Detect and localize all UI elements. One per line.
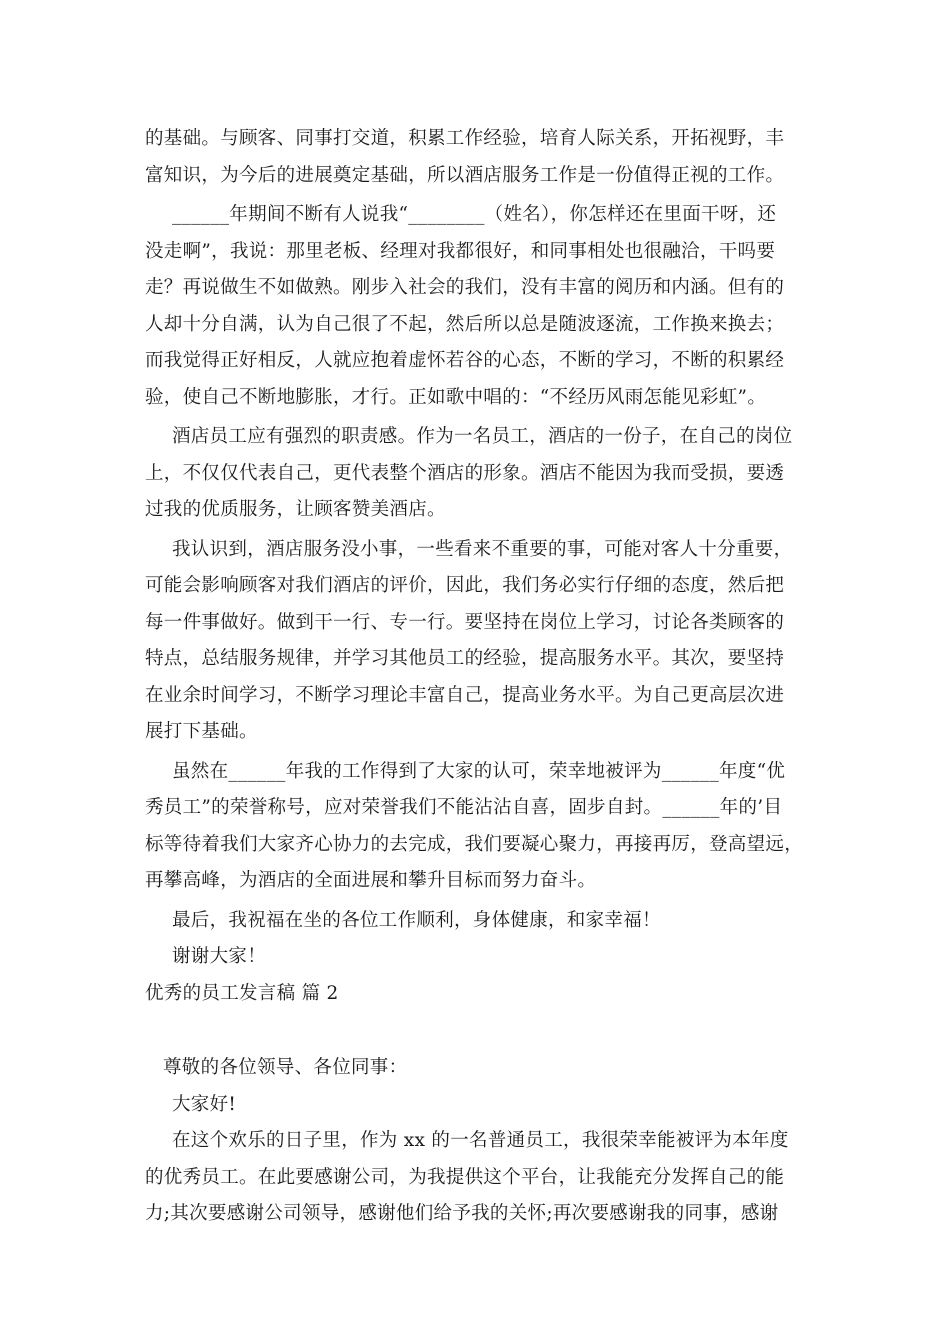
text-line: 特点，总结服务规律，并学习其他员工的经验，提高服务水平。其次，要坚持 bbox=[145, 648, 785, 669]
section-title: 优秀的员工发言稿 篇 2 bbox=[145, 982, 339, 1004]
text-line: 最后，我祝福在坐的各位工作顺利，身体健康，和家幸福！ bbox=[172, 909, 661, 931]
text-line: 而我觉得正好相反，人就应抱着虚怀若谷的心态，不断的学习，不断的积累经 bbox=[145, 350, 785, 371]
text-line: 的优秀员工。在此要感谢公司，为我提供这个平台，让我能充分发挥自己的能 bbox=[145, 1166, 785, 1188]
text-line: 标等待着我们大家齐心协力的去完成，我们要凝心聚力，再接再厉，登高望远， bbox=[145, 833, 804, 855]
text-line: 可能会影响顾客对我们酒店的评价，因此，我们务必实行仔细的态度，然后把 bbox=[145, 575, 785, 596]
document-body bbox=[145, 121, 805, 1233]
text-line: 秀员工”的荣誉称号，应对荣誉我们不能沾沾自喜，固步自封。______年的’目 bbox=[145, 797, 783, 818]
text-line: 验，使自己不断地膨胀，才行。正如歌中唱的：“不经历风雨怎能见彩虹”。 bbox=[145, 386, 767, 408]
text-line: 富知识，为今后的进展奠定基础，所以酒店服务工作是一份值得正视的工作。 bbox=[145, 164, 785, 186]
text-line: 在业余时间学习，不断学习理论丰富自己，提高业务水平。为自己更高层次进 bbox=[145, 684, 785, 706]
text-line: 在这个欢乐的日子里，作为 xx 的一名普通员工，我很荣幸能被评为本年度 bbox=[172, 1130, 789, 1151]
text-line: 走？再说做生不如做熟。刚步入社会的我们，没有丰富的阅历和内涵。但有的 bbox=[145, 277, 785, 298]
text-line: 的基础。与顾客、同事打交道，积累工作经验，培育人际关系，开拓视野，丰 bbox=[145, 128, 785, 149]
text-line: 再攀高峰，为酒店的全面进展和攀升目标而努力奋斗。 bbox=[145, 870, 597, 891]
text-line: 我认识到，酒店服务没小事，一些看来不重要的事，可能对客人十分重要， bbox=[172, 538, 793, 560]
text-line: 上，不仅仅代表自己，更代表整个酒店的形象。酒店不能因为我而受损，要透 bbox=[145, 462, 785, 484]
text-line: 谢谢大家！ bbox=[172, 946, 267, 967]
text-line: 人却十分自满，认为自己很了不起，然后所以总是随波逐流，工作换来换去； bbox=[145, 313, 785, 335]
text-line: 力;其次要感谢公司领导，感谢他们给予我的关怀;再次要感谢我的同事，感谢 bbox=[145, 1203, 779, 1224]
text-line: 虽然在______年我的工作得到了大家的认可，荣幸地被评为______年度“优 bbox=[172, 760, 786, 782]
text-line: 酒店员工应有强烈的职责感。作为一名员工，酒店的一份子，在自己的岗位 bbox=[172, 426, 793, 447]
text-line: 每一件事做好。做到干一行、专一行。要坚持在岗位上学习，讨论各类顾客的 bbox=[145, 611, 785, 633]
text-line: ______年期间不断有人说我“________（姓名），你怎样还在里面干呀，还 bbox=[172, 204, 777, 225]
text-line: 展打下基础。 bbox=[145, 721, 258, 742]
salutation: 尊敬的各位领导、各位同事： bbox=[163, 1057, 408, 1078]
greeting: 大家好! bbox=[172, 1093, 237, 1115]
text-line: 没走啊”，我说：那里老板、经理对我都很好，和同事相处也很融洽，干吗要 bbox=[145, 240, 776, 262]
text-line: 过我的优质服务，让顾客赞美酒店。 bbox=[145, 499, 446, 520]
